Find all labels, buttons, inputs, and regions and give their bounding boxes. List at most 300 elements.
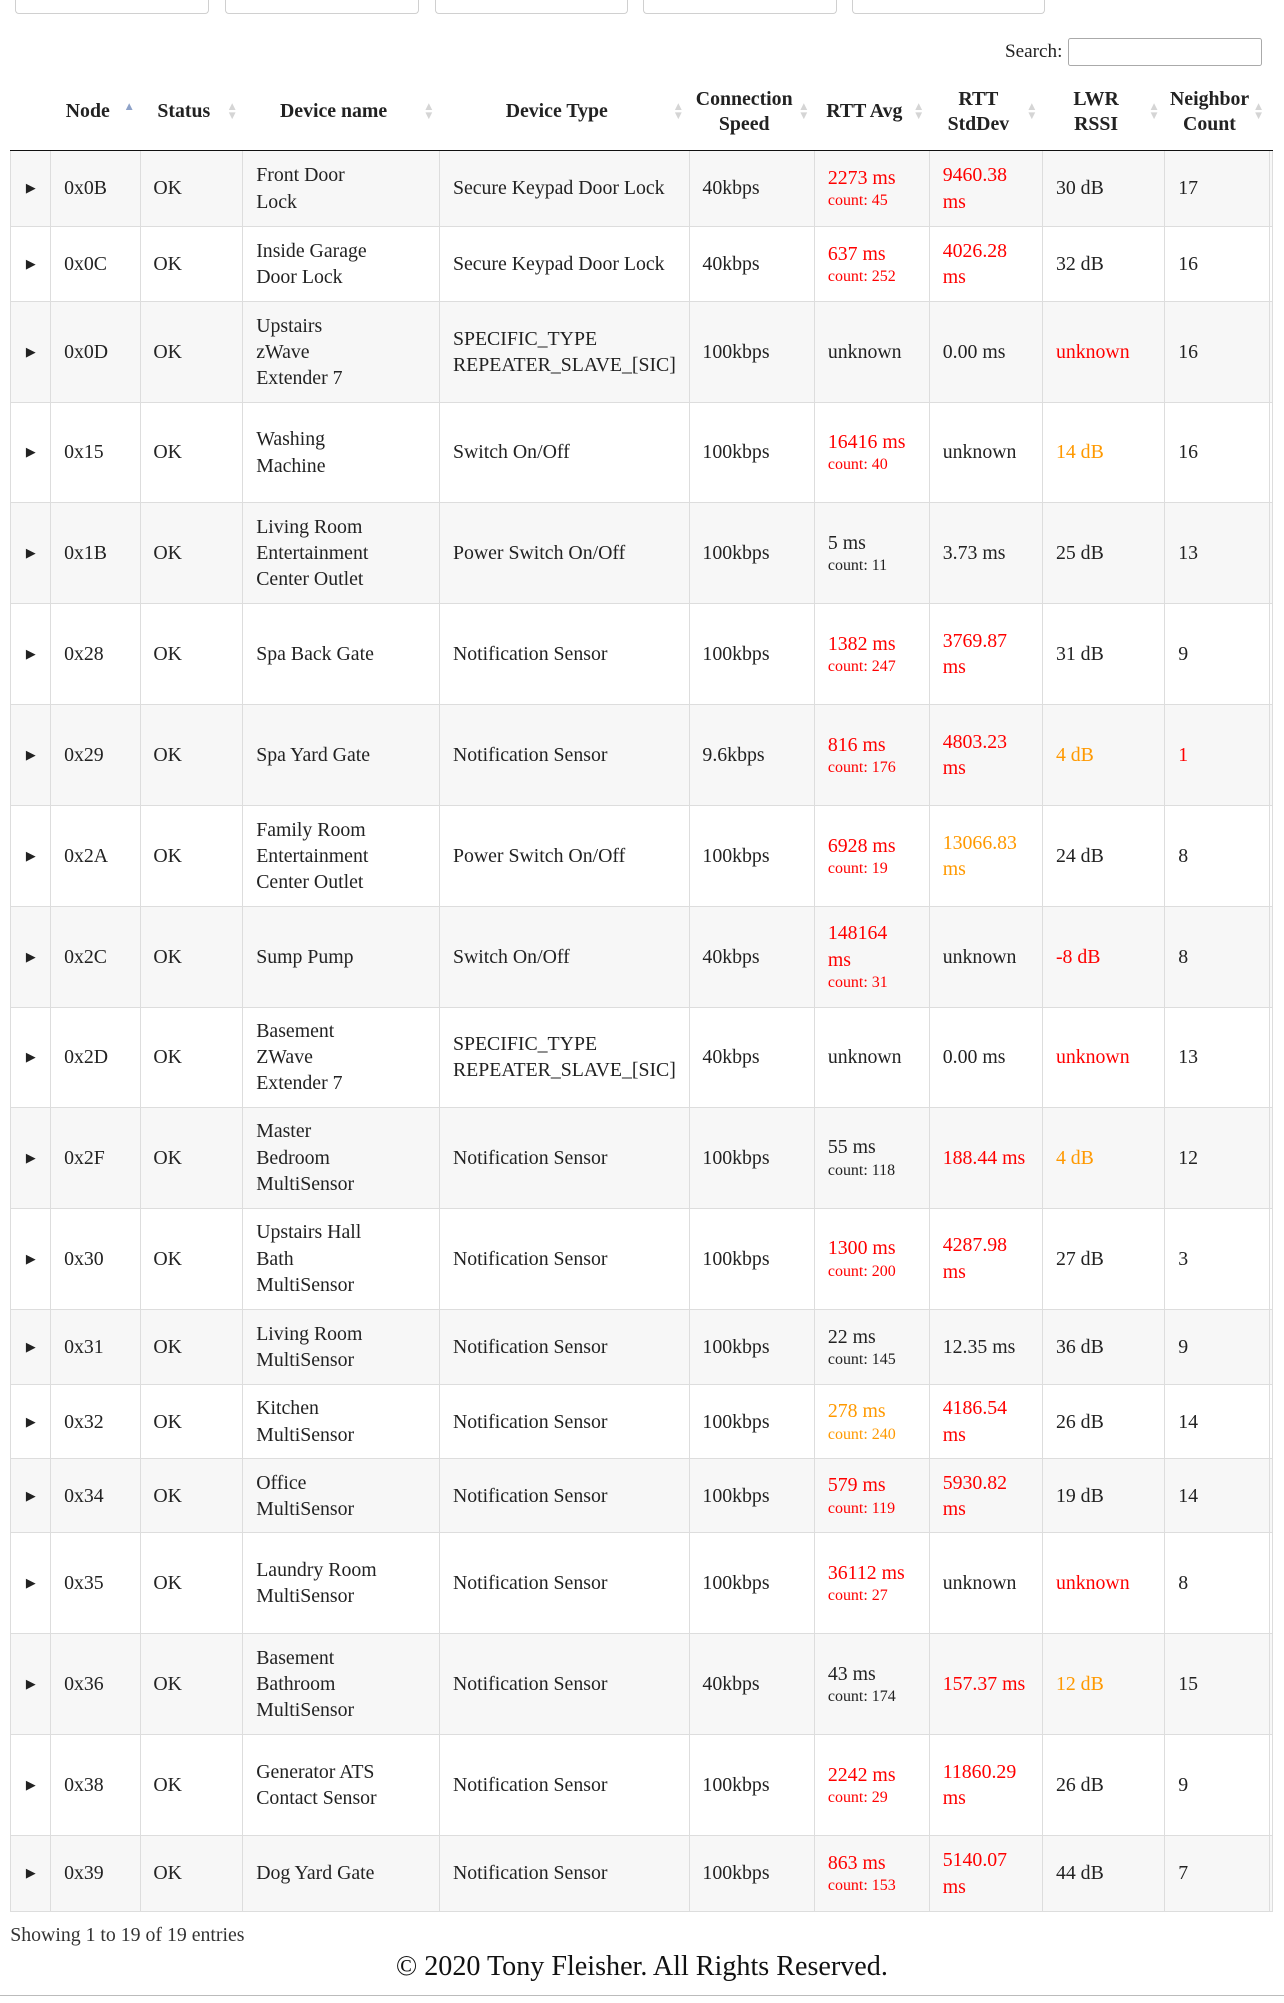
cell-lwr-rssi: [1043, 1533, 1165, 1634]
cell-node-value: 0x0B: [64, 177, 107, 200]
table-row[interactable]: [11, 1459, 1273, 1533]
cell-status: [140, 1836, 243, 1911]
cell-neighbor-count-value: 1: [1178, 743, 1189, 766]
cell-connection-speed-value: 40kbps: [702, 1046, 760, 1069]
cell-node: [51, 1007, 140, 1107]
cell-rtt-avg: [815, 1634, 930, 1735]
cell-connection-speed: [689, 805, 814, 906]
caret-right-icon: ▶: [25, 256, 36, 271]
cell-rtt-stddev: [929, 1007, 1042, 1107]
sort-icon: ▲ ▼: [226, 101, 238, 123]
caret-right-icon: ▶: [25, 181, 36, 196]
cell-connection-speed: [689, 403, 814, 503]
cell-neighbor-count: [1165, 1007, 1269, 1107]
cell-connection-speed: [689, 502, 814, 603]
search-input[interactable]: [1068, 38, 1262, 66]
caret-right-icon: ▶: [25, 949, 36, 964]
cell-lwr-rssi: [1043, 1007, 1165, 1107]
cell-lwr-rssi: [1043, 403, 1165, 503]
table-row[interactable]: [11, 704, 1273, 805]
expand-row-toggle[interactable]: [11, 1385, 51, 1459]
rtt-avg-value: 43 ms: [827, 1663, 876, 1686]
rtt-avg-value: 1382 ms: [827, 632, 896, 655]
column-header-label: Device name: [280, 100, 388, 123]
expand-row-toggle[interactable]: [11, 151, 51, 226]
cell-node-value: 0x0C: [64, 252, 107, 275]
cell-connection-speed-value: 100kbps: [702, 341, 770, 364]
cell-lwr-rssi-value: 32 dB: [1055, 252, 1104, 275]
cell-device-type: [440, 502, 689, 603]
cell-device-type: [440, 302, 689, 403]
cell-rtt-avg: [815, 704, 930, 805]
cell-lwr-rssi-value: 4 dB: [1055, 743, 1094, 766]
cell-device-name-value: Upstairs Hall Bath MultiSensor: [256, 1221, 362, 1296]
column-header-label: RTT Avg: [826, 100, 903, 123]
cell-node: [51, 906, 140, 1007]
cell-device-name-value: Laundry Room MultiSensor: [256, 1559, 377, 1608]
rtt-count: count: 27: [827, 1587, 888, 1605]
cell-node-value: 0x2C: [64, 945, 107, 968]
cell-status-value: OK: [153, 844, 182, 867]
cell-device-name-value: Basement ZWave Extender 7: [256, 1019, 343, 1095]
cell-device-name: [243, 151, 440, 226]
cell-rtt-stddev: [929, 1735, 1042, 1836]
table-row[interactable]: [11, 151, 1273, 226]
cell-connection-speed-value: 100kbps: [702, 1247, 770, 1270]
cell-rtt-avg: [815, 603, 930, 704]
cell-rtt-stddev: [929, 1836, 1042, 1911]
caret-right-icon: ▶: [25, 1866, 36, 1881]
cell-node-value: 0x2F: [64, 1146, 105, 1169]
rtt-count: count: 240: [827, 1425, 896, 1443]
cell-lwr-rssi-value: 12 dB: [1055, 1673, 1104, 1696]
cell-lwr-rssi-value: 44 dB: [1055, 1862, 1104, 1885]
table-row[interactable]: [11, 226, 1273, 301]
cell-node-value: 0x29: [64, 743, 104, 766]
cell-spacer: [1269, 1533, 1273, 1634]
expand-row-toggle[interactable]: [11, 704, 51, 805]
cell-node: [51, 704, 140, 805]
cell-device-type-value: Secure Keypad Door Lock: [452, 252, 665, 275]
rtt-avg-value: 816 ms: [827, 733, 886, 756]
cell-node-value: 0x30: [64, 1247, 104, 1270]
rtt-count: count: 176: [827, 758, 896, 776]
cell-status-value: OK: [153, 1673, 182, 1696]
cell-device-name: [243, 1385, 440, 1459]
rtt-count: count: 247: [827, 657, 896, 675]
cell-lwr-rssi: [1043, 302, 1165, 403]
cell-device-name-value: Inside Garage Door Lock: [256, 239, 367, 288]
cell-device-type: [440, 151, 689, 226]
cell-node: [51, 1735, 140, 1836]
cell-rtt-stddev-value: 13066.83 ms: [942, 831, 1017, 880]
cell-rtt-avg: [815, 1735, 930, 1836]
cell-lwr-rssi-value: 14 dB: [1055, 441, 1104, 464]
table-row[interactable]: [11, 403, 1273, 503]
cell-device-type-value: Notification Sensor: [452, 1572, 608, 1595]
cell-neighbor-count-value: 16: [1178, 441, 1198, 464]
caret-right-icon: ▶: [25, 848, 36, 863]
table-row[interactable]: [11, 302, 1273, 403]
cell-lwr-rssi: [1043, 1385, 1165, 1459]
table-row[interactable]: [11, 1735, 1273, 1836]
rtt-avg-value: 1300 ms: [827, 1237, 896, 1260]
cell-node-value: 0x28: [64, 642, 104, 665]
copyright-footer: © 2020 Tony Fleisher. All Rights Reserved.: [395, 1951, 888, 1983]
rtt-count: count: 153: [827, 1877, 896, 1895]
cell-rtt-stddev: [929, 502, 1042, 603]
cell-node-value: 0x39: [64, 1862, 104, 1885]
cell-status: [140, 1459, 243, 1533]
rtt-avg-value: unknown: [827, 1046, 902, 1069]
rtt-count: count: 118: [827, 1161, 896, 1179]
cell-lwr-rssi: [1043, 226, 1165, 301]
cell-rtt-avg: [815, 1385, 930, 1459]
cell-device-name-value: Spa Yard Gate: [256, 743, 371, 766]
cell-neighbor-count: [1165, 151, 1269, 226]
cell-connection-speed: [689, 1836, 814, 1911]
cell-neighbor-count-value: 16: [1178, 341, 1198, 364]
cell-node-value: 0x2D: [64, 1046, 109, 1069]
cell-device-name-value: Dog Yard Gate: [256, 1862, 375, 1885]
cell-device-type: [440, 1385, 689, 1459]
table-row[interactable]: [11, 502, 1273, 603]
cell-rtt-stddev-value: 0.00 ms: [942, 341, 1006, 364]
toolbar-button[interactable]: [643, 0, 837, 14]
expand-row-toggle[interactable]: [11, 1836, 51, 1911]
expand-row-toggle[interactable]: [11, 603, 51, 704]
cell-neighbor-count: [1165, 1107, 1269, 1208]
sort-icon: ▲: [123, 101, 135, 114]
sort-icon: ▲ ▼: [1148, 101, 1160, 123]
cell-spacer: [1269, 1836, 1273, 1911]
cell-neighbor-count-value: 17: [1178, 177, 1198, 200]
cell-device-type-value: Power Switch On/Off: [452, 541, 626, 564]
cell-rtt-avg: [815, 1533, 930, 1634]
caret-right-icon: ▶: [25, 1150, 36, 1165]
cell-device-type-value: SPECIFIC_TYPE REPEATER_SLAVE_[SIC]: [452, 1033, 676, 1082]
cell-neighbor-count: [1165, 1533, 1269, 1634]
cell-device-type: [440, 1533, 689, 1634]
cell-device-name-value: Upstairs zWave Extender 7: [256, 314, 343, 390]
cell-spacer: [1269, 805, 1273, 906]
cell-status: [140, 1385, 243, 1459]
cell-neighbor-count-value: 13: [1178, 1046, 1198, 1069]
expand-row-toggle[interactable]: [11, 1459, 51, 1533]
cell-device-type-value: Notification Sensor: [452, 642, 608, 665]
cell-rtt-stddev-value: 188.44 ms: [942, 1146, 1026, 1169]
cell-spacer: [1269, 302, 1273, 403]
cell-lwr-rssi-value: unknown: [1055, 341, 1130, 364]
cell-lwr-rssi-value: unknown: [1055, 1572, 1130, 1595]
cell-status-value: OK: [153, 1046, 182, 1069]
cell-node-value: 0x32: [64, 1410, 104, 1433]
cell-neighbor-count: [1165, 1836, 1269, 1911]
cell-status: [140, 502, 243, 603]
toolbar-button[interactable]: [15, 0, 209, 14]
expand-row-toggle[interactable]: [11, 302, 51, 403]
cell-neighbor-count: [1165, 603, 1269, 704]
cell-connection-speed-value: 40kbps: [702, 945, 760, 968]
caret-right-icon: ▶: [25, 1339, 36, 1354]
cell-device-type-value: Notification Sensor: [452, 743, 608, 766]
column-header-label: LWR RSSI: [1073, 87, 1119, 136]
table-row[interactable]: [11, 1533, 1273, 1634]
cell-spacer: [1269, 603, 1273, 704]
rtt-avg-value: 637 ms: [827, 242, 886, 265]
cell-device-type: [440, 403, 689, 503]
expand-row-toggle[interactable]: [11, 906, 51, 1007]
cell-node-value: 0x34: [64, 1484, 104, 1507]
expand-row-toggle[interactable]: [11, 226, 51, 301]
cell-device-type-value: Switch On/Off: [452, 945, 570, 968]
cell-status: [140, 1208, 243, 1309]
cell-device-name: [243, 805, 440, 906]
sort-icon: ▲ ▼: [672, 101, 685, 123]
cell-lwr-rssi: [1043, 1107, 1165, 1208]
cell-device-name-value: Sump Pump: [256, 945, 354, 968]
cell-connection-speed-value: 100kbps: [702, 1862, 770, 1885]
cell-node-value: 0x1B: [64, 541, 107, 564]
toolbar-button[interactable]: [225, 0, 419, 14]
rtt-count: count: 200: [827, 1262, 896, 1280]
column-header-label: Device Type: [505, 100, 608, 123]
cell-status: [140, 226, 243, 301]
cell-device-type: [440, 1634, 689, 1735]
column-header-status[interactable]: [140, 74, 243, 151]
cell-rtt-stddev-value: unknown: [942, 945, 1017, 968]
expand-row-toggle[interactable]: [11, 502, 51, 603]
cell-neighbor-count: [1165, 1735, 1269, 1836]
cell-lwr-rssi: [1043, 1459, 1165, 1533]
rtt-count: count: 174: [827, 1688, 896, 1706]
cell-status-value: OK: [153, 541, 182, 564]
rtt-count: count: 19: [827, 859, 888, 877]
cell-rtt-stddev-value: 4186.54 ms: [942, 1397, 1008, 1446]
cell-neighbor-count-value: 15: [1178, 1673, 1198, 1696]
cell-neighbor-count-value: 13: [1178, 541, 1198, 564]
cell-node-value: 0x2A: [64, 844, 109, 867]
cell-status-value: OK: [153, 1862, 182, 1885]
cell-status-value: OK: [153, 441, 182, 464]
cell-lwr-rssi: [1043, 603, 1165, 704]
expand-row-toggle[interactable]: [11, 403, 51, 503]
rtt-avg-value: 148164 ms: [827, 922, 888, 971]
cell-rtt-stddev: [929, 805, 1042, 906]
cell-rtt-stddev: [929, 1385, 1042, 1459]
cell-status: [140, 805, 243, 906]
table-row[interactable]: [11, 1107, 1273, 1208]
expand-row-toggle[interactable]: [11, 1735, 51, 1836]
cell-status: [140, 1533, 243, 1634]
table-row[interactable]: [11, 805, 1273, 906]
cell-status: [140, 151, 243, 226]
cell-spacer: [1269, 1309, 1273, 1384]
cell-neighbor-count: [1165, 403, 1269, 503]
cell-device-type: [440, 704, 689, 805]
table-row[interactable]: [11, 1007, 1273, 1107]
column-header-std[interactable]: [929, 74, 1042, 151]
cell-neighbor-count: [1165, 1385, 1269, 1459]
cell-spacer: [1269, 1007, 1273, 1107]
cell-connection-speed-value: 40kbps: [702, 252, 760, 275]
cell-spacer: [1269, 704, 1273, 805]
expand-row-toggle[interactable]: [11, 1007, 51, 1107]
table-row[interactable]: [11, 1309, 1273, 1384]
cell-status: [140, 1309, 243, 1384]
rtt-avg-value: 579 ms: [827, 1474, 886, 1497]
cell-status-value: OK: [153, 1247, 182, 1270]
cell-device-type-value: Notification Sensor: [452, 1146, 608, 1169]
table-body: [11, 151, 1273, 1911]
expand-row-toggle[interactable]: [11, 1309, 51, 1384]
table-row[interactable]: [11, 906, 1273, 1007]
cell-neighbor-count-value: 3: [1178, 1247, 1189, 1270]
search-box: [1005, 38, 1262, 66]
cell-device-name: [243, 906, 440, 1007]
cell-status: [140, 1634, 243, 1735]
table-row[interactable]: [11, 603, 1273, 704]
cell-node: [51, 403, 140, 503]
rtt-count: count: 31: [827, 973, 888, 991]
column-header-rssi[interactable]: [1043, 74, 1165, 151]
cell-neighbor-count: [1165, 1309, 1269, 1384]
cell-node-value: 0x38: [64, 1774, 104, 1797]
cell-rtt-avg: [815, 1107, 930, 1208]
column-header-spacer: [1269, 74, 1273, 151]
toolbar-button[interactable]: [435, 0, 629, 14]
expand-row-toggle[interactable]: [11, 805, 51, 906]
cell-device-name-value: Basement Bathroom MultiSensor: [256, 1647, 355, 1722]
cell-spacer: [1269, 1634, 1273, 1735]
cell-rtt-avg: [815, 302, 930, 403]
cell-device-name: [243, 704, 440, 805]
cell-status: [140, 1107, 243, 1208]
toolbar-button[interactable]: [852, 0, 1046, 14]
expand-row-toggle[interactable]: [11, 1208, 51, 1309]
cell-lwr-rssi: [1043, 1208, 1165, 1309]
cell-connection-speed-value: 40kbps: [702, 1673, 760, 1696]
cell-rtt-stddev: [929, 1107, 1042, 1208]
cell-node: [51, 302, 140, 403]
table-row[interactable]: [11, 1634, 1273, 1735]
cell-lwr-rssi: [1043, 1309, 1165, 1384]
expand-row-toggle[interactable]: [11, 1533, 51, 1634]
cell-rtt-stddev: [929, 226, 1042, 301]
cell-status-value: OK: [153, 1774, 182, 1797]
cell-node: [51, 502, 140, 603]
cell-node: [51, 1459, 140, 1533]
cell-connection-speed-value: 40kbps: [702, 177, 760, 200]
table-row[interactable]: [11, 1208, 1273, 1309]
cell-connection-speed: [689, 1385, 814, 1459]
cell-rtt-stddev-value: 5140.07 ms: [942, 1849, 1008, 1898]
cell-rtt-avg: [815, 151, 930, 226]
cell-neighbor-count: [1165, 1634, 1269, 1735]
cell-connection-speed-value: 9.6kbps: [702, 743, 765, 766]
cell-device-name-value: Generator ATS Contact Sensor: [256, 1761, 377, 1810]
cell-lwr-rssi-value: 27 dB: [1055, 1247, 1104, 1270]
cell-lwr-rssi-value: 30 dB: [1055, 177, 1104, 200]
table-info: Showing 1 to 19 of 19 entries: [10, 1924, 245, 1947]
cell-device-name: [243, 502, 440, 603]
expand-row-toggle[interactable]: [11, 1107, 51, 1208]
cell-node: [51, 1385, 140, 1459]
cell-neighbor-count-value: 9: [1178, 642, 1189, 665]
cell-device-name-value: Front Door Lock: [256, 164, 345, 213]
cell-neighbor-count: [1165, 906, 1269, 1007]
cell-connection-speed: [689, 151, 814, 226]
rtt-count: count: 119: [827, 1499, 896, 1517]
cell-status-value: OK: [153, 1146, 182, 1169]
column-header-control: [11, 74, 51, 151]
cell-device-name-value: Spa Back Gate: [256, 642, 374, 665]
column-header-speed[interactable]: [689, 74, 814, 151]
cell-lwr-rssi: [1043, 1836, 1165, 1911]
cell-status: [140, 302, 243, 403]
cell-lwr-rssi-value: -8 dB: [1055, 945, 1101, 968]
cell-rtt-stddev-value: 9460.38 ms: [942, 164, 1008, 213]
cell-device-type-value: Notification Sensor: [452, 1673, 608, 1696]
caret-right-icon: ▶: [25, 1050, 36, 1065]
cell-rtt-avg: [815, 805, 930, 906]
column-header-nbr[interactable]: [1165, 74, 1269, 151]
cell-rtt-avg: [815, 1836, 930, 1911]
cell-status: [140, 1007, 243, 1107]
column-header-label: Node: [65, 100, 110, 123]
cell-lwr-rssi: [1043, 704, 1165, 805]
cell-spacer: [1269, 1107, 1273, 1208]
column-header-rtt[interactable]: [815, 74, 930, 151]
cell-spacer: [1269, 151, 1273, 226]
cell-lwr-rssi-value: unknown: [1055, 1046, 1130, 1069]
cell-device-name-value: Master Bedroom MultiSensor: [256, 1120, 355, 1195]
table-row[interactable]: [11, 1836, 1273, 1911]
cell-status-value: OK: [153, 1484, 182, 1507]
caret-right-icon: ▶: [25, 646, 36, 661]
rtt-avg-value: 22 ms: [827, 1325, 876, 1348]
cell-lwr-rssi: [1043, 805, 1165, 906]
column-header-node[interactable]: [51, 74, 140, 151]
caret-right-icon: ▶: [25, 345, 36, 360]
cell-node-value: 0x0D: [64, 341, 109, 364]
caret-right-icon: ▶: [25, 545, 36, 560]
column-header-label: RTT StdDev: [947, 87, 1010, 136]
column-header-name[interactable]: [243, 74, 440, 151]
cell-device-name: [243, 1836, 440, 1911]
cell-device-type: [440, 1107, 689, 1208]
cell-device-type: [440, 805, 689, 906]
column-header-type[interactable]: [440, 74, 689, 151]
table-row[interactable]: [11, 1385, 1273, 1459]
table-header-row: [11, 74, 1273, 151]
cell-connection-speed-value: 100kbps: [702, 541, 770, 564]
cell-rtt-stddev: [929, 1208, 1042, 1309]
cell-neighbor-count: [1165, 805, 1269, 906]
footer-divider: [0, 1995, 1284, 1996]
sort-icon: ▲ ▼: [912, 101, 925, 123]
cell-status: [140, 603, 243, 704]
sort-icon: ▲ ▼: [1026, 101, 1038, 123]
cell-spacer: [1269, 906, 1273, 1007]
cell-spacer: [1269, 1459, 1273, 1533]
cell-device-name-value: Living Room Entertainment Center Outlet: [256, 515, 369, 591]
caret-right-icon: ▶: [25, 1488, 36, 1503]
cell-rtt-avg: [815, 1309, 930, 1384]
cell-node: [51, 1208, 140, 1309]
cell-status: [140, 906, 243, 1007]
expand-row-toggle[interactable]: [11, 1634, 51, 1735]
